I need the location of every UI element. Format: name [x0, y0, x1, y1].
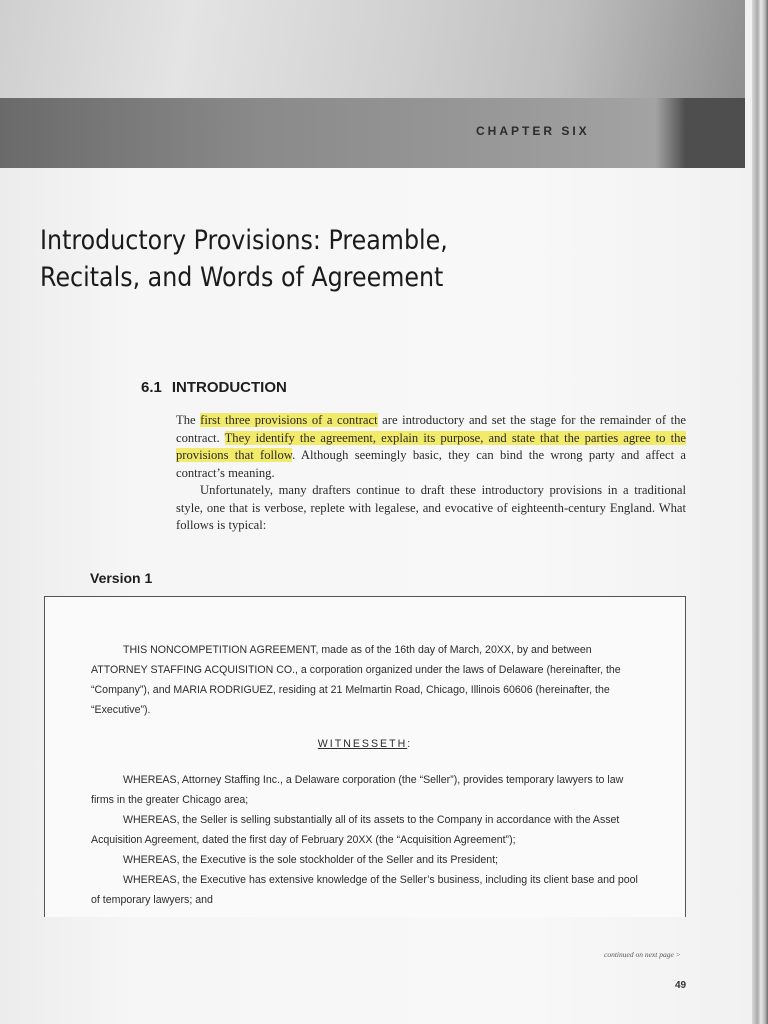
recital: WHEREAS, Attorney Staffing Inc., a Delaware corporation (the “Seller”), provides temporary lawyers to law firms in the greater Chicago area; — [91, 774, 624, 806]
intro-text — [176, 412, 686, 535]
chapter-title-line-1: Introductory Provisions: Preamble, — [40, 225, 448, 256]
intro-paragraph-2: Unfortunately, many drafters continue to draft these introductory provisions in a traditional style, one that is verbose, replete with legalese, and evocative of eighteenth-century England. What follows is typical: — [176, 483, 686, 532]
chapter-banner — [0, 98, 745, 168]
witnesseth-colon: : — [407, 738, 413, 750]
page-number: 49 — [675, 980, 687, 991]
chapter-title — [40, 222, 498, 296]
intro-paragraph-1 — [176, 412, 686, 482]
intro-text-run: The — [176, 413, 201, 427]
section-title: INTRODUCTION — [171, 379, 287, 396]
preamble: THIS NONCOMPETITION AGREEMENT, made as of the 16th day of March, 20XX, by and between ATTORNEY STAFFING ACQUISITION CO., a corporation organized under the laws of Delaware (hereinafter, the “Company”), and MARIA RODRIGUEZ, residing at 21 Melmartin Road, Chicago, Illinois 60606 (hereinafter, the “Executive”). — [91, 644, 621, 716]
continued-note: continued on next page > — [604, 950, 681, 959]
version-label: Version 1 — [90, 570, 153, 586]
chapter-label: CHAPTER SIX — [476, 124, 590, 138]
page-stack-edge — [752, 0, 768, 1024]
recital: WHEREAS, the Executive is the sole stockholder of the Seller and its President; — [123, 854, 499, 866]
highlight: They identify the agreement, explain its purpose, and state that the parties agree to the provisions that follow — [176, 430, 686, 462]
chapter-title-line-2: Recitals, and Words of Agreement — [40, 262, 444, 293]
witnesseth-text: WITNESSETH — [317, 738, 408, 750]
witnesseth-heading — [91, 734, 639, 754]
recital: WHEREAS, the Executive has extensive knowledge of the Seller’s business, including its client base and pool of temporary lawyers; and — [91, 874, 638, 906]
intro-text-run: are introductory and set the stage for the remainder of the contract. — [176, 413, 686, 445]
intro-text-run: . Although seemingly basic, they can bind the wrong party and affect a contract’s meaning. — [176, 448, 686, 480]
facing-page-shadow — [0, 0, 745, 100]
section-heading — [141, 379, 287, 396]
recital: WHEREAS, the Seller is selling substantially all of its assets to the Company in accordance with the Asset Acquisition Agreement, dated the first day of February 20XX (the “Acquisition Agreement”); — [91, 814, 620, 846]
section-number: 6.1 — [141, 379, 162, 396]
sample-document — [91, 640, 639, 910]
highlight: first three provisions of a contract — [200, 413, 378, 427]
